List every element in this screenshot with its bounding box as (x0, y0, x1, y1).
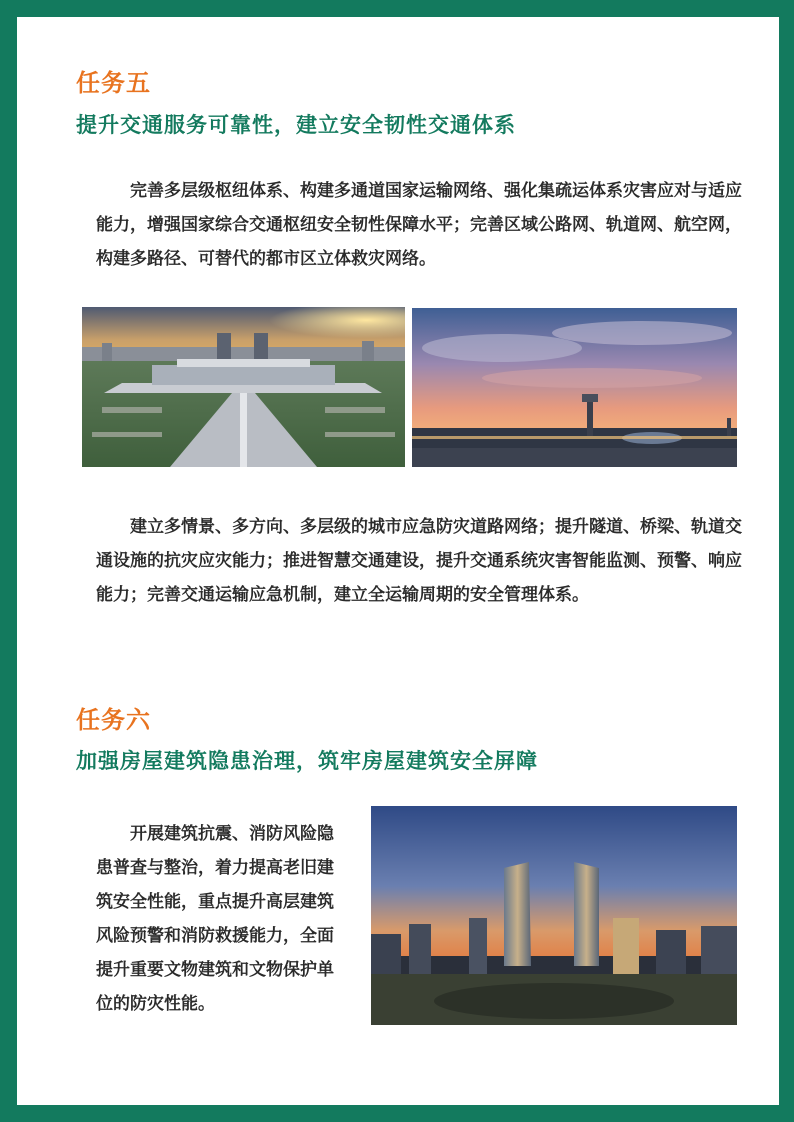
task6-title: 加强房屋建筑隐患治理，筑牢房屋建筑安全屏障 (76, 749, 538, 773)
railway-station-photo (82, 307, 405, 467)
airport-photo (412, 308, 737, 467)
task5-paragraph-1-text: 完善多层级枢纽体系、构建多通道国家运输网络、强化集疏运体系灾害应对与适应能力，增强国家综合交通枢纽安全韧性保障水平；完善区域公路网、轨道网、航空网，构建多路径、可替代的都市区立体救灾网络。 (96, 181, 742, 269)
task5-title: 提升交通服务可靠性，建立安全韧性交通体系 (76, 113, 516, 137)
task5-label: 任务五 (76, 69, 151, 97)
twin-towers-photo (371, 806, 737, 1025)
task5-paragraph-1 (96, 174, 744, 276)
task5-paragraph-2 (96, 510, 744, 612)
task6-label: 任务六 (76, 706, 151, 734)
task5-paragraph-2-text: 建立多情景、多方向、多层级的城市应急防灾道路网络；提升隧道、桥梁、轨道交通设施的抗灾应灾能力；推进智慧交通建设，提升交通系统灾害智能监测、预警、响应能力；完善交通运输应急机制，建立全运输周期的安全管理体系。 (96, 517, 742, 605)
task6-paragraph-1 (96, 817, 344, 1021)
task6-paragraph-1-text: 开展建筑抗震、消防风险隐患普查与整治，着力提高老旧建筑安全性能，重点提升高层建筑风险预警和消防救援能力，全面提升重要文物建筑和文物保护单位的防灾性能。 (96, 824, 334, 1014)
page (17, 17, 779, 1105)
